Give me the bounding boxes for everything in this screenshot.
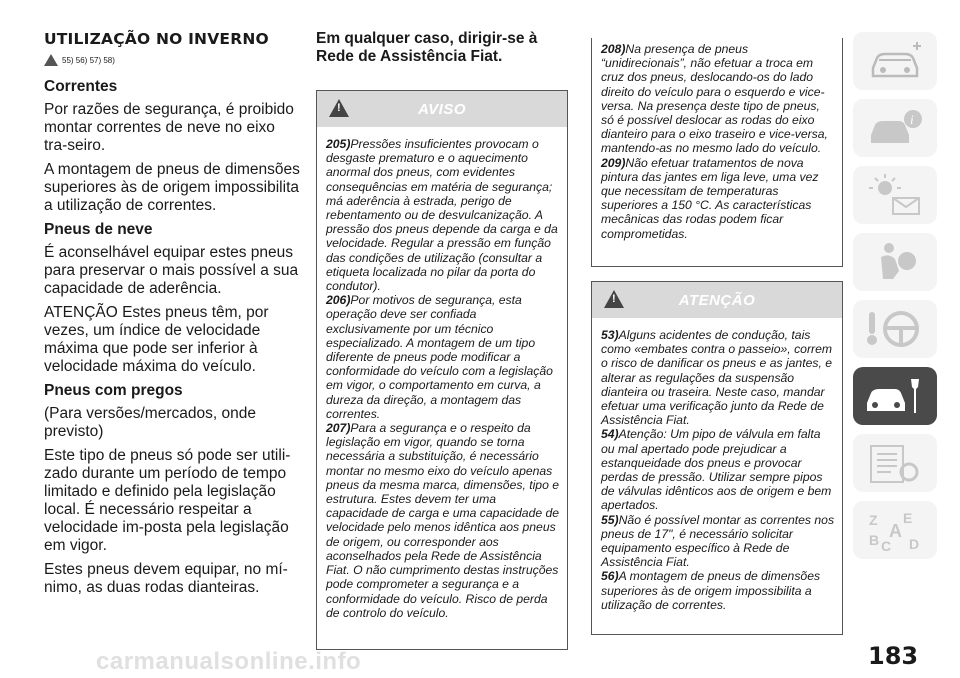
item-text: A montagem de pneus de dimensões superiores às de origem impossibilita a utilização de correntes.: [601, 569, 821, 612]
page-number: 183: [868, 642, 919, 670]
item-number: 209): [601, 155, 626, 170]
watermark: carmanualsonline.info: [96, 648, 362, 675]
item-number: 55): [601, 512, 619, 527]
starting-driving-icon: [863, 306, 927, 352]
warning-box-aviso: [316, 90, 568, 650]
paragraph: Este tipo de pneus só pode ser utili-zado durante um período de tempo limitado e definido pela legislação local. É necessário respeitar a velocidade im-posta pela legislação em vigor.: [44, 447, 291, 554]
heading-assistencia: Em qualquer caso, dirigir-se à Rede de Assistência Fiat.: [316, 30, 538, 65]
warning-box-header: [317, 91, 567, 127]
column-2: [316, 30, 568, 650]
item-text: Alguns acidentes de condução, tais como «embates contra o passeio», correm o risco de danificar os pneus e as jantes, e alterar as regulações da suspensão dianteira ou traseira. Neste caso, mandar efetuar uma verificação junto da Rede de Assistência Fiat.: [601, 328, 833, 428]
item-number: 206): [326, 293, 351, 308]
column-3: [591, 38, 843, 635]
tab-car-info[interactable]: [853, 99, 937, 157]
paragraph: Estes pneus devem equipar, no mí-nimo, as duas rodas dianteiras.: [44, 561, 288, 596]
svg-text:D: D: [909, 536, 920, 552]
item-number: 205): [326, 137, 351, 151]
attention-item: [601, 427, 836, 512]
item-text: Pressões insuficientes provocam o desgaste prematuro e o aquecimento anormal dos pneus, com evidentes consequências em matéria de segurança; má aderência à estrada, perigo de rebentamento ou de desvulcanização. A pressão dos pneus depende da carga e da velocidade. Regular a pressão em função das condições de utilização (consultar a etiqueta localizada no pilar da porta do condutor).: [326, 137, 558, 294]
warning-lights-icon: [863, 172, 927, 218]
item-number: 208): [601, 42, 626, 56]
warning-item: [326, 293, 561, 421]
svg-text:A: A: [889, 521, 902, 541]
paragraph: (Para versões/mercados, onde previsto): [44, 405, 256, 440]
warning-item: [326, 137, 561, 293]
svg-text:i: i: [910, 112, 914, 127]
paragraph: ATENÇÃO Estes pneus têm, por vezes, um índice de velocidade máxima que pode ser inferior à velocidade máxima do veículo.: [44, 304, 269, 375]
heading-correntes: Correntes: [44, 78, 118, 95]
item-text: Por motivos de segurança, esta operação deve ser confiada exclusivamente por um técnico especializado. A montagem de um tipo diferente de pneus pode modificar a conformidade do veículo com a legislação em vigor, o comportamento em curva, a dureza da direção, a montagem das correntes.: [326, 293, 553, 421]
warning-triangle-icon: [44, 54, 58, 66]
attention-title: ATENÇÃO: [678, 291, 756, 309]
attention-box-body: [592, 318, 842, 618]
tab-airbag-safety[interactable]: [853, 233, 937, 291]
warning-refs: [44, 54, 302, 66]
tab-warning-lights[interactable]: [853, 166, 937, 224]
tab-technical-data[interactable]: [853, 434, 937, 492]
item-number: 53): [601, 328, 619, 342]
attention-box: [591, 281, 843, 635]
section-title: UTILIZAÇÃO NO INVERNO: [44, 30, 269, 48]
tab-starting-driving[interactable]: [853, 300, 937, 358]
item-text: Não efetuar tratamentos de nova pintura das jantes em liga leve, uma vez que necessitam de temperaturas superiores a 150 °C. As características mecânicas das rodas podem ficar comprometidas.: [601, 155, 819, 241]
column-1: [44, 30, 302, 603]
index-icon: [863, 507, 927, 553]
svg-text:C: C: [881, 538, 892, 553]
tab-car-overview[interactable]: [853, 32, 937, 90]
airbag-safety-icon: [863, 239, 927, 285]
refs-text: 55) 56) 57) 58): [62, 55, 115, 65]
car-info-icon: [863, 105, 927, 151]
heading-pneus-com-pregos: Pneus com pregos: [44, 382, 183, 399]
attention-item: [601, 328, 836, 427]
warning-box-body: [592, 38, 842, 247]
attention-item: [601, 513, 836, 570]
item-number: 56): [601, 569, 619, 584]
warning-triangle-icon: [604, 290, 624, 308]
paragraph: Por razões de segurança, é proibido montar correntes de neve no eixo tra-seiro.: [44, 101, 294, 154]
svg-text:Z: Z: [869, 512, 878, 528]
item-text: Na presença de pneus “unidirecionais”, não efetuar a troca em cruz dos pneus, deslocando-os do lado direito do veículo para o esquerdo e vice-versa. Na presença deste tipo de pneus, só é possível deslocar as rodas do eixo dianteiro para o eixo traseiro e vice-versa, mantendo-as no mesmo lado do veículo.: [601, 42, 828, 156]
warning-item: [326, 421, 561, 620]
car-maintenance-icon: [863, 373, 927, 419]
item-text: Para a segurança e o respeito da legislação em vigor, quando se torna necessária a substituição, é necessário montar no mesmo eixo do veículo apenas pneus da mesma marca, dimensões, tipo e estrutura. Estes devem ter uma capacidade de carga e uma capacidade de velocidade pelo menos idêntica aos pneus de origem, ou corresponder aos aconselhados pela Rede de Assistência Fiat. O não cumprimento destas instruções pode comprometer a segurança e a conformidade do veículo. Risco de perda de controlo do veículo.: [326, 421, 560, 620]
warning-item: [601, 156, 836, 241]
tab-car-maintenance[interactable]: [853, 367, 937, 425]
technical-data-icon: [863, 440, 927, 486]
item-text: Não é possível montar as correntes nos pneus de 17", é necessário solicitar equipamento específico à Rede de Assistência Fiat.: [601, 512, 835, 570]
item-text: Atenção: Um pipo de válvula em falta ou mal apertado pode prejudicar a estanqueidade dos pneus e provocar perdas de pressão. Utilizar sempre pipos de válvulas idênticos aos de origem e bem apertados.: [601, 427, 832, 513]
warning-triangle-icon: [329, 99, 349, 117]
warning-box-continued: [591, 38, 843, 267]
warning-box-body: [317, 127, 567, 626]
item-number: 54): [601, 427, 619, 442]
chapter-sidebar: [853, 32, 937, 568]
paragraph: A montagem de pneus de dimensões superiores às de origem impossibilita a utilização de correntes.: [44, 161, 300, 214]
heading-pneus-de-neve: Pneus de neve: [44, 221, 153, 238]
svg-text:E: E: [903, 510, 913, 526]
svg-text:B: B: [869, 532, 880, 548]
item-number: 207): [326, 421, 351, 436]
warning-item: [601, 42, 836, 156]
attention-box-header: [592, 282, 842, 318]
car-overview-icon: [863, 38, 927, 84]
paragraph: É aconselhável equipar estes pneus para preservar o mais possível a sua capacidade de aderência.: [44, 244, 299, 297]
attention-item: [601, 569, 836, 612]
tab-index[interactable]: [853, 501, 937, 559]
warning-title: AVISO: [417, 100, 467, 118]
